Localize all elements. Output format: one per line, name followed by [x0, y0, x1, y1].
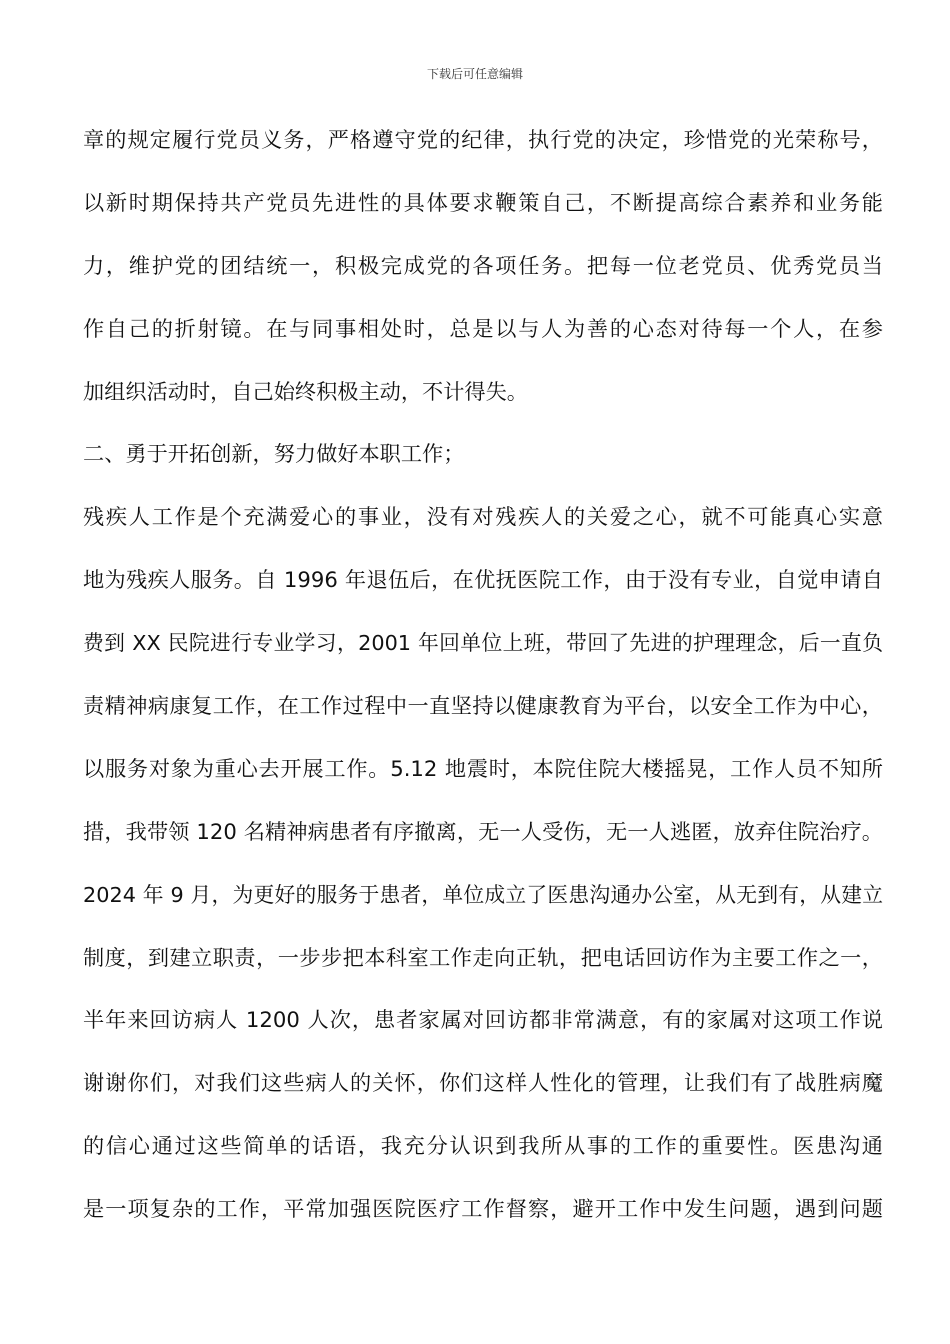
text-line: 以新时期保持共产党员先进性的具体要求鞭策自己，不断提高综合素养和业务能 — [83, 189, 883, 215]
text-line: 制度，到建立职责，一步步把本科室工作走向正轨，把电话回访作为主要工作之一， — [83, 944, 883, 970]
text-line: 半年来回访病人 1200 人次，患者家属对回访都非常满意，有的家属对这项工作说 — [83, 1007, 883, 1033]
text-line: 的信心通过这些简单的话语，我充分认识到我所从事的工作的重要性。医患沟通 — [83, 1133, 883, 1159]
text-line: 谢谢你们，对我们这些病人的关怀，你们这样人性化的管理，让我们有了战胜病魔 — [83, 1070, 883, 1096]
text-line: 力，维护党的团结统一，积极完成党的各项任务。把每一位老党员、优秀党员当 — [83, 252, 883, 278]
text-line: 残疾人工作是个充满爱心的事业，没有对残疾人的关爱之心，就不可能真心实意 — [83, 504, 883, 530]
text-line: 费到 XX 民院进行专业学习，2001 年回单位上班，带回了先进的护理理念，后一直负 — [83, 631, 883, 656]
page-header: 下载后可任意编辑 — [426, 67, 523, 81]
section-heading: 二、勇于开拓创新，努力做好本职工作； — [83, 441, 465, 467]
text-line: 地为残疾人服务。自 1996 年退伍后，在优抚医院工作，由于没有专业，自觉申请自 — [83, 567, 883, 593]
text-line: 作自己的折射镜。在与同事相处时，总是以与人为善的心态对待每一个人，在参 — [83, 315, 883, 341]
text-line: 加组织活动时，自己始终积极主动，不计得失。 — [83, 378, 528, 404]
document-body — [83, 118, 883, 1250]
text-line: 措，我带领 120 名精神病患者有序撤离，无一人受伤，无一人逃匿，放弃住院治疗。 — [83, 818, 883, 844]
text-line: 章的规定履行党员义务，严格遵守党的纪律，执行党的决定，珍惜党的光荣称号， — [83, 127, 883, 152]
text-line: 以服务对象为重心去开展工作。5.12 地震时，本院住院大楼摇晃，工作人员不知所 — [83, 755, 883, 781]
text-line: 责精神病康复工作，在工作过程中一直坚持以健康教育为平台，以安全工作为中心， — [83, 693, 883, 719]
text-line: 2024 年 9 月，为更好的服务于患者，单位成立了医患沟通办公室，从无到有，从建立 — [83, 882, 883, 907]
text-line: 是一项复杂的工作，平常加强医院医疗工作督察，避开工作中发生问题，遇到问题 — [83, 1196, 883, 1222]
